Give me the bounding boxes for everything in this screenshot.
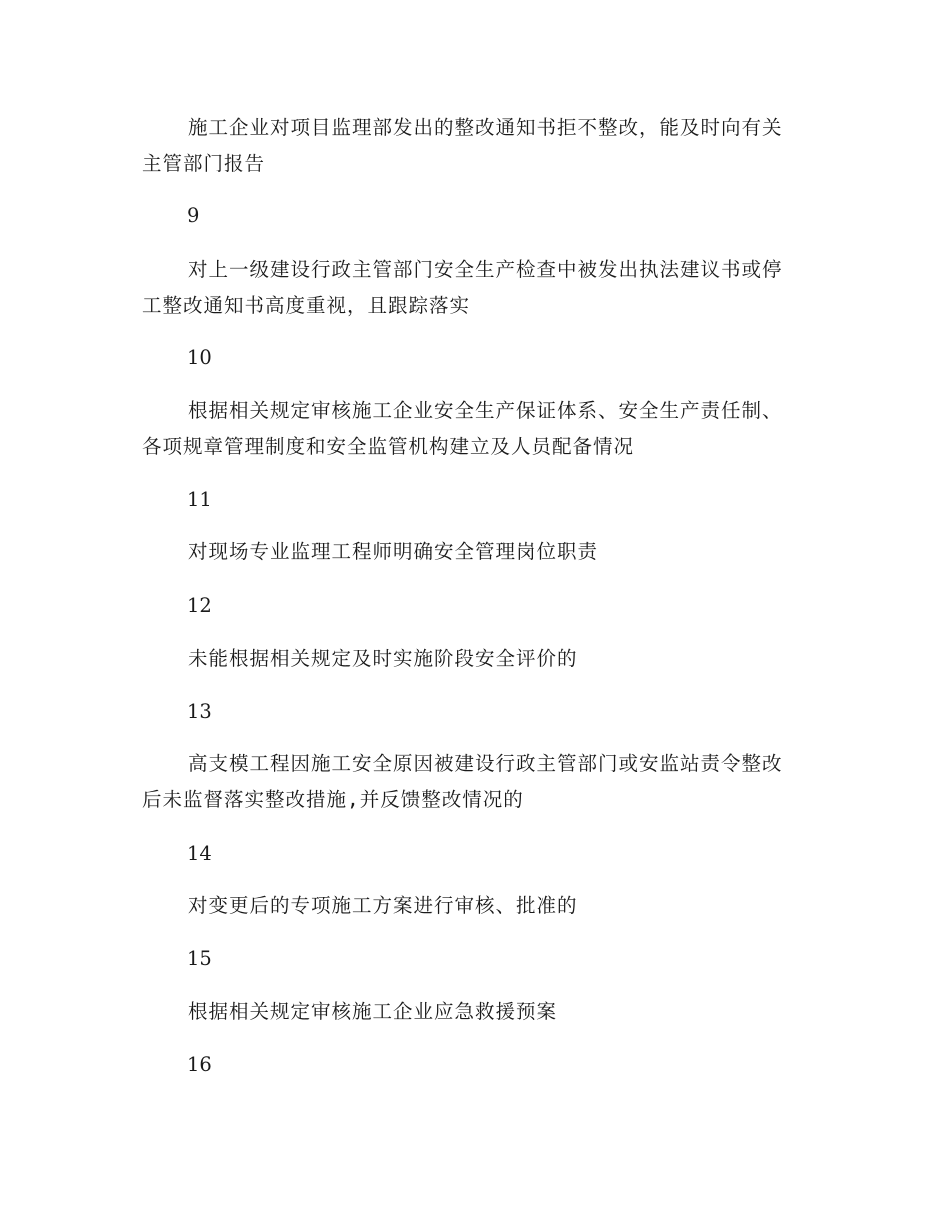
- item-number-9: 9: [187, 204, 200, 227]
- item-number-13: 13: [187, 700, 212, 723]
- item-number-10: 10: [187, 346, 212, 369]
- item-number-11: 11: [187, 488, 212, 511]
- item-number-16: 16: [187, 1053, 212, 1076]
- item-text-11: 对现场专业监理工程师明确安全管理岗位职责: [188, 540, 599, 563]
- item-text-14: 对变更后的专项施工方案进行审核、批准的: [188, 894, 578, 917]
- item-number-15: 15: [187, 947, 212, 970]
- item-text-12: 未能根据相关规定及时实施阶段安全评价的: [188, 647, 578, 670]
- item-text-13: 高支模工程因施工安全原因被建设行政主管部门或安监站责令整改后未监督落实整改措施,并反馈整改情况的: [142, 752, 783, 811]
- item-number-12: 12: [187, 594, 212, 617]
- item-text-9: 对上一级建设行政主管部门安全生产检查中被发出执法建议书或停工整改通知书高度重视，且跟踪落实: [142, 258, 783, 317]
- item-number-14: 14: [187, 842, 212, 865]
- item-text-15: 根据相关规定审核施工企业应急救援预案: [188, 1000, 558, 1023]
- item-text-8: 施工企业对项目监理部发出的整改通知书拒不整改，能及时向有关主管部门报告: [142, 116, 783, 175]
- item-text-10: 根据相关规定审核施工企业安全生产保证体系、安全生产责任制、各项规章管理制度和安全监管机构建立及人员配备情况: [142, 399, 783, 458]
